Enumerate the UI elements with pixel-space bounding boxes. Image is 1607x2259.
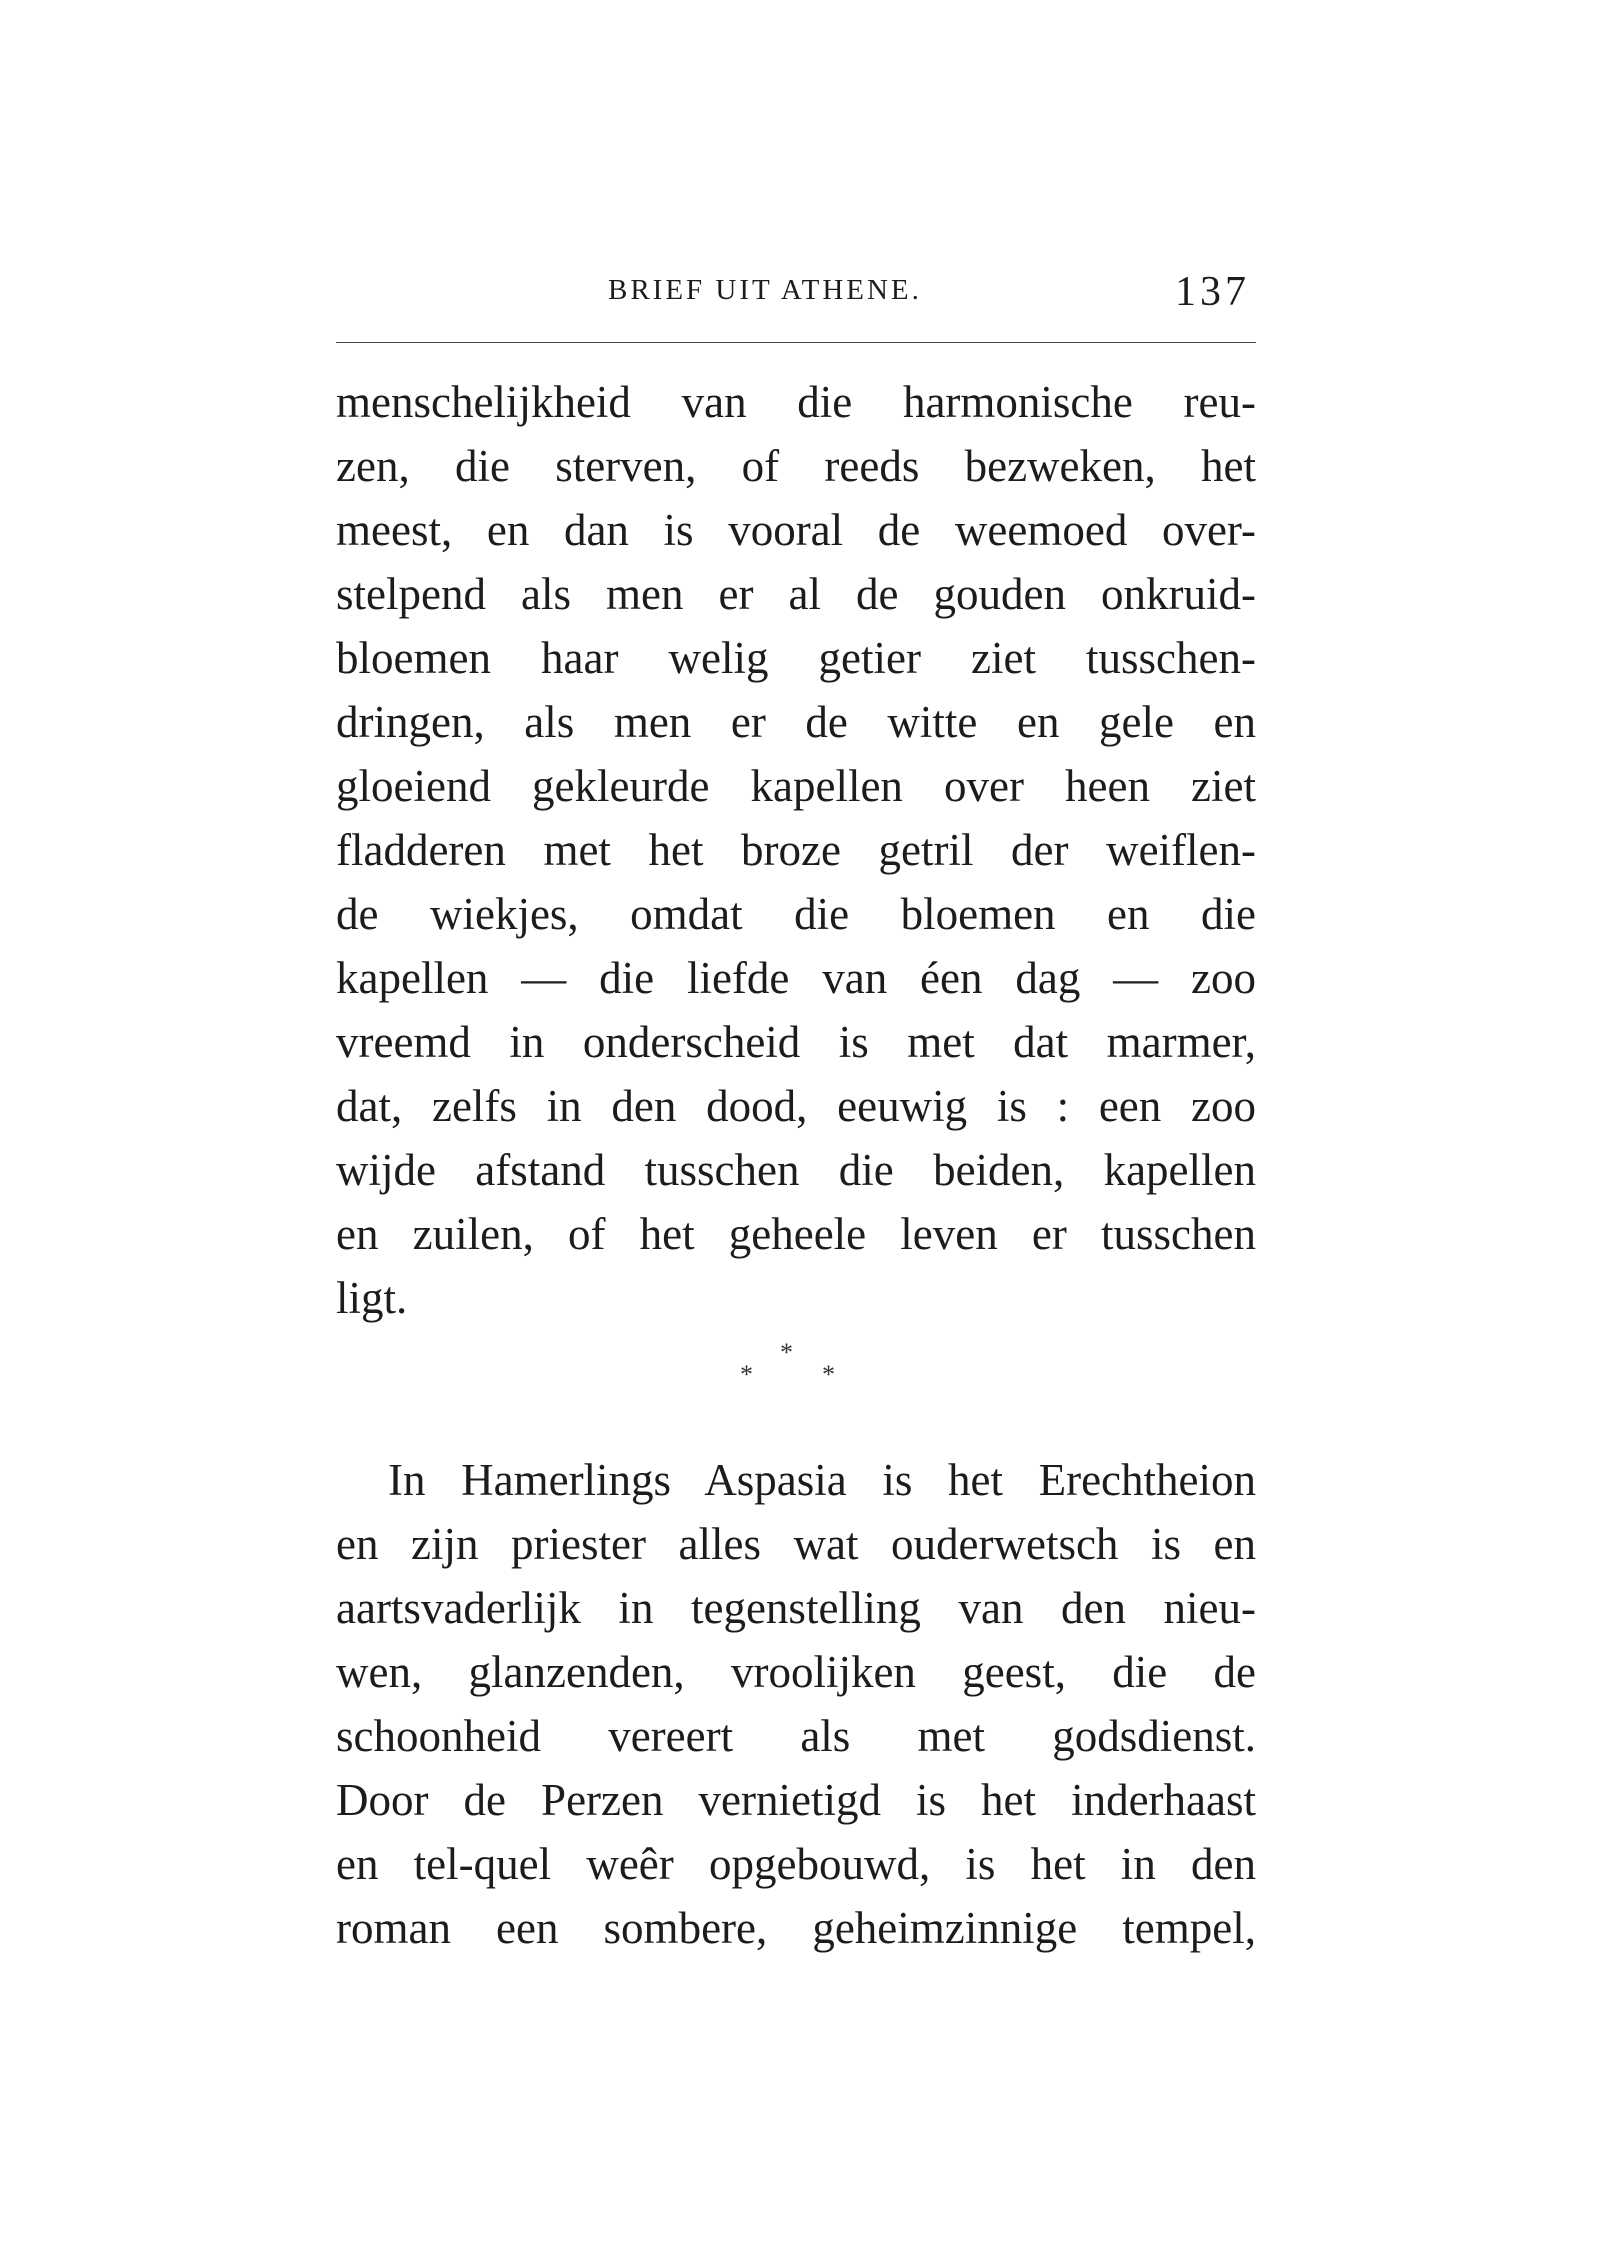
asterisk-icon: * [740, 1360, 753, 1389]
text-line: ligt. [336, 1273, 408, 1323]
text-line: kapellen — die liefde van éen dag — zoo [336, 953, 1256, 1003]
text-line: stelpend als men er al de gouden onkruid- [336, 569, 1256, 619]
text-line: In Hamerlings Aspasia is het Erechtheion [388, 1455, 1256, 1505]
text-line: en zuilen, of het geheele leven er tusschen [336, 1209, 1256, 1259]
text-line: bloemen haar welig getier ziet tusschen- [336, 633, 1256, 683]
text-line: wijde afstand tusschen die beiden, kapellen [336, 1145, 1256, 1195]
text-line: Door de Perzen vernietigd is het inderhaast [336, 1775, 1256, 1825]
asterisk-icon: * [822, 1360, 835, 1389]
text-line: dringen, als men er de witte en gele en [336, 697, 1256, 747]
asterisk-icon: * [780, 1338, 793, 1367]
text-line: menschelijkheid van die harmonische reu- [336, 377, 1256, 427]
text-line: aartsvaderlijk in tegenstelling van den nieu- [336, 1583, 1256, 1633]
text-line: gloeiend gekleurde kapellen over heen ziet [336, 761, 1256, 811]
section-separator [730, 1338, 850, 1398]
text-line: vreemd in onderscheid is met dat marmer, [336, 1017, 1256, 1067]
header-rule [336, 342, 1256, 343]
text-line: roman een sombere, geheimzinnige tempel, [336, 1903, 1256, 1953]
text-line: de wiekjes, omdat die bloemen en die [336, 889, 1256, 939]
text-line: en tel-quel weêr opgebouwd, is het in den [336, 1839, 1256, 1889]
text-line: meest, en dan is vooral de weemoed over- [336, 505, 1256, 555]
page-number: 137 [1175, 269, 1250, 315]
text-line: en zijn priester alles wat ouderwetsch is en [336, 1519, 1256, 1569]
running-title: BRIEF UIT ATHENE. [608, 274, 922, 306]
text-line: dat, zelfs in den dood, eeuwig is : een zoo [336, 1081, 1256, 1131]
text-line: schoonheid vereert als met godsdienst. [336, 1711, 1256, 1761]
text-line: wen, glanzenden, vroolijken geest, die de [336, 1647, 1256, 1697]
running-header [336, 268, 1256, 328]
text-line: zen, die sterven, of reeds bezweken, het [336, 441, 1256, 491]
text-line: fladderen met het broze getril der weiflen- [336, 825, 1256, 875]
paragraph-1 [336, 370, 1256, 1330]
paragraph-2 [336, 1448, 1256, 1960]
